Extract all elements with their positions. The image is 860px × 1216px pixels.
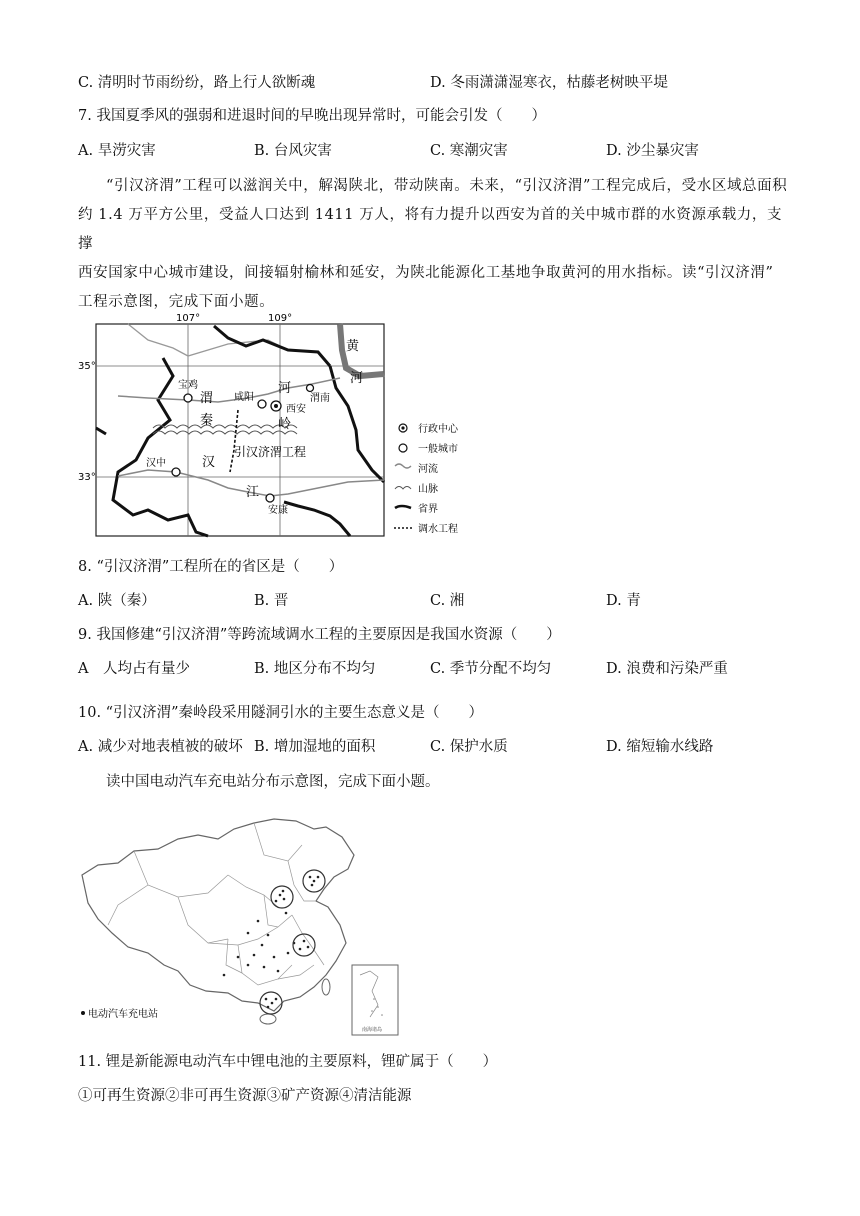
q9-stem: 9. 我国修建“引汉济渭”等跨流域调水工程的主要原因是我国水资源（ ） xyxy=(78,627,561,643)
lat-label-35: 35° xyxy=(78,361,96,372)
q9-option-c: C. 季节分配不均匀 xyxy=(430,661,552,677)
legend-river: 河流 xyxy=(418,464,438,475)
lon-label-107: 107° xyxy=(176,313,201,324)
legend-charging-station: 电动汽车充电站 xyxy=(88,1009,158,1020)
q8-option-d: D. 青 xyxy=(606,593,641,609)
inset-label: 南海诸岛 xyxy=(362,1027,383,1033)
hainan-island xyxy=(260,1014,276,1024)
q6-option-c: C. 清明时节雨纷纷，路上行人欲断魂 xyxy=(78,75,316,91)
legend-diversion: 调水工程 xyxy=(418,524,458,535)
label-huang: 黄 xyxy=(346,339,360,354)
q7-option-c: C. 寒潮灾害 xyxy=(430,143,508,159)
q10-option-b: B. 增加湿地的面积 xyxy=(254,739,376,755)
label-hanzhong: 汉中 xyxy=(146,458,166,469)
legend-mountain: 山脉 xyxy=(418,484,438,495)
label-weinan: 渭南 xyxy=(310,393,330,404)
legend-dot-icon xyxy=(81,1011,85,1015)
q7-stem: 7. 我国夏季风的强弱和进退时间的早晚出现异常时，可能会引发（ ） xyxy=(78,108,546,124)
label-xian: 西安 xyxy=(286,404,306,415)
city-baoji xyxy=(184,394,192,402)
passage-charging-stations: 读中国电动汽车充电站分布示意图，完成下面小题。 xyxy=(106,774,440,790)
label-ankang: 安康 xyxy=(268,505,288,516)
label-han: 汉 xyxy=(202,455,216,470)
q9-option-d: D. 浪费和污染严重 xyxy=(606,661,728,677)
china-outline xyxy=(82,819,354,1011)
q8-option-c: C. 湘 xyxy=(430,593,465,609)
city-hanzhong xyxy=(172,468,180,476)
passage-line-4: 工程示意图，完成下面小题。 xyxy=(78,294,275,310)
label-wei: 渭 xyxy=(200,391,214,406)
q6-option-d: D. 冬雨潇潇湿寒衣，枯藤老树映平堤 xyxy=(430,75,668,91)
city-weinan xyxy=(307,385,314,392)
legend-general-city: 一般城市 xyxy=(418,444,458,455)
passage-yinhanjiwei xyxy=(78,172,788,317)
passage-line-2: 约 1.4 万平方公里，受益人口达到 1411 万人，将有力提升以西安为首的关中城市群的水资源承载力，支撑 xyxy=(78,207,783,252)
yinhanjiwei-map xyxy=(78,310,498,540)
q11-choices: ①可再生资源②非可再生资源③矿产资源④清洁能源 xyxy=(78,1088,412,1104)
q8-option-b: B. 晋 xyxy=(254,593,289,609)
q8-option-a: A. 陕（秦） xyxy=(78,593,156,609)
city-xianyang xyxy=(258,400,266,408)
passage-line-3: 西安国家中心城市建设，间接辐射榆林和延安，为陕北能源化工基地争取黄河的用水指标。读“引汉济渭” xyxy=(78,265,774,281)
legend-province-boundary: 省界 xyxy=(418,504,438,515)
q10-option-d: D. 缩短输水线路 xyxy=(606,739,714,755)
q10-option-c: C. 保护水质 xyxy=(430,739,508,755)
label-baoji: 宝鸡 xyxy=(178,380,198,391)
lat-label-33: 33° xyxy=(78,472,96,483)
south-china-sea-inset xyxy=(352,965,398,1035)
passage-line-1: “引汉济渭”工程可以滋润关中，解渴陕北，带动陕南。未来，“引汉济渭”工程完成后，受水区域总面积 xyxy=(106,178,788,194)
q10-stem: 10. “引汉济渭”秦岭段采用隧洞引水的主要生态意义是（ ） xyxy=(78,705,483,721)
label-jiang: 江 xyxy=(246,485,260,500)
q7-option-b: B. 台风灾害 xyxy=(254,143,332,159)
label-xianyang: 咸阳 xyxy=(234,392,254,403)
label-he-wei: 河 xyxy=(278,381,292,396)
q10-option-a: A. 减少对地表植被的破坏 xyxy=(78,739,243,755)
q8-stem: 8. “引汉济渭”工程所在的省区是（ ） xyxy=(78,559,344,575)
city-ankang xyxy=(266,494,274,502)
legend-admin-center: 行政中心 xyxy=(418,424,458,435)
taiwan-island xyxy=(322,979,330,995)
q9-option-b: B. 地区分布不均匀 xyxy=(254,661,376,677)
lon-label-109: 109° xyxy=(268,313,293,324)
q7-option-a: A. 旱涝灾害 xyxy=(78,143,156,159)
q7-option-d: D. 沙尘暴灾害 xyxy=(606,143,699,159)
q9-option-a: A 人均占有量少 xyxy=(78,661,190,677)
label-ling: 岭 xyxy=(278,417,292,432)
map-legend xyxy=(394,422,459,535)
label-project: 引汉济渭工程 xyxy=(234,445,307,459)
china-charging-station-map xyxy=(78,815,408,1037)
label-he-yellow: 河 xyxy=(350,371,364,386)
q11-stem: 11. 锂是新能源电动汽车中锂电池的主要原料，锂矿属于（ ） xyxy=(78,1054,498,1070)
label-qin: 秦 xyxy=(200,413,214,428)
